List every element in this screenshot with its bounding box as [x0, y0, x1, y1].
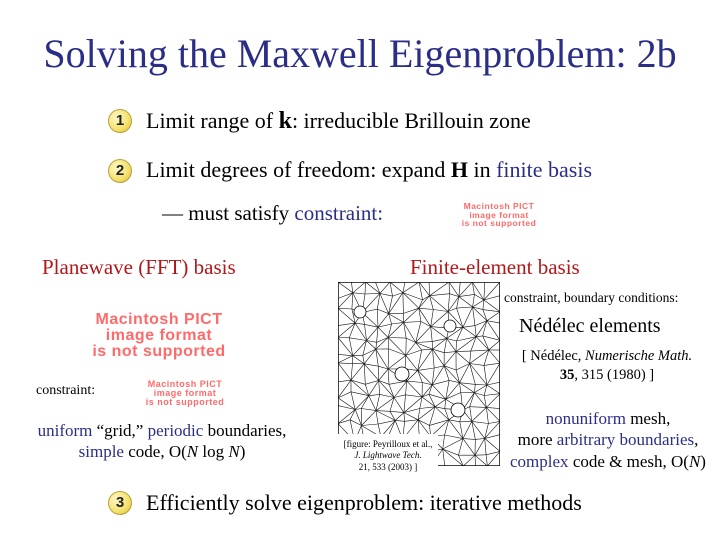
close-paren: ): [239, 442, 246, 462]
step-1-bullet: 1: [108, 109, 132, 133]
arbitrary-word: arbitrary boundaries: [556, 430, 695, 450]
more-word: more: [517, 430, 557, 450]
grid-word: “grid,”: [92, 421, 148, 440]
caption-line: 21, 533 (2003) ]: [358, 461, 418, 472]
mesh-hole: [395, 367, 409, 381]
ref-post: , 315 (1980) ]: [574, 366, 655, 383]
pict-line: is not supported: [461, 218, 537, 228]
pict-placeholder-constraint: [424, 202, 574, 228]
k-vector: k: [278, 108, 292, 134]
nonuniform-word: nonuniform: [545, 409, 626, 428]
pict-placeholder-planewave-constraint: [112, 380, 258, 407]
boundaries-word: boundaries,: [203, 421, 287, 440]
pict-line: image format: [469, 209, 529, 220]
slide-title: Solving the Maxwell Eigenproblem: 2b: [43, 31, 677, 76]
ref-pre: [ Nédélec,: [521, 348, 586, 364]
figure-caption: [338, 439, 438, 473]
ref-journal: Numerische Math.: [585, 348, 693, 364]
step-2-mid: in: [467, 157, 497, 182]
constraint-line: [162, 201, 383, 226]
complex-word: complex: [510, 451, 569, 471]
mesh-hole: [444, 320, 456, 332]
step-1-pre: Limit range of: [146, 108, 279, 133]
pict-line: image format: [105, 327, 213, 344]
step-1-post: : irreducible Brillouin zone: [291, 108, 531, 133]
step-3-text: Efficiently solve eigenproblem: iterative methods: [146, 490, 582, 515]
pict-line: image format: [153, 388, 217, 398]
comma: ,: [694, 430, 699, 450]
close-paren: ): [700, 451, 706, 471]
caption-line: [figure: Peyrilloux et al.,: [343, 439, 433, 449]
simple-word: simple: [78, 442, 124, 462]
code-word: code & mesh, O(: [568, 451, 689, 471]
planewave-heading: Planewave (FFT) basis: [42, 255, 236, 279]
finite-element-heading: Finite-element basis: [410, 255, 580, 279]
step-1-text: [146, 108, 531, 135]
pict-line: is not supported: [92, 343, 226, 360]
step-2-pre: Limit degrees of freedom: expand: [146, 157, 451, 182]
constraint-word: constraint:: [294, 201, 384, 225]
mesh-hole: [354, 306, 366, 318]
caption-line: J. Lightwave Tech.: [354, 450, 422, 461]
pict-line: Macintosh PICT: [147, 379, 223, 389]
n-symbol: N: [688, 451, 701, 471]
constraint-bc-label: constraint, boundary conditions:: [504, 290, 679, 305]
mesh-hole: [451, 403, 465, 417]
nedelec-reference: [502, 347, 712, 385]
planewave-description: [26, 420, 298, 463]
n-symbol: N: [228, 442, 240, 462]
ref-volume: 35: [559, 366, 575, 383]
mesh-word: mesh,: [625, 409, 671, 428]
pict-line: Macintosh PICT: [463, 201, 535, 211]
pict-line: Macintosh PICT: [95, 311, 223, 328]
nedelec-elements-label: Nédélec elements: [519, 315, 661, 337]
constraint-pre: — must satisfy: [162, 201, 295, 225]
log-word: log: [198, 442, 229, 462]
pict-line: is not supported: [145, 397, 225, 407]
planewave-constraint-label: constraint:: [36, 383, 96, 398]
step-2-bullet: 2: [108, 159, 132, 183]
uniform-word: uniform: [37, 421, 93, 440]
pict-placeholder-planewave: [40, 312, 278, 360]
finite-element-description: [500, 408, 716, 472]
code-word: code, O(: [123, 442, 187, 462]
step-3-bullet: 3: [108, 491, 132, 515]
periodic-word: periodic: [147, 421, 204, 440]
n-symbol: N: [186, 442, 199, 462]
finite-basis-label: finite basis: [496, 157, 593, 182]
step-2-text: [146, 157, 592, 183]
h-field: H: [450, 157, 468, 182]
